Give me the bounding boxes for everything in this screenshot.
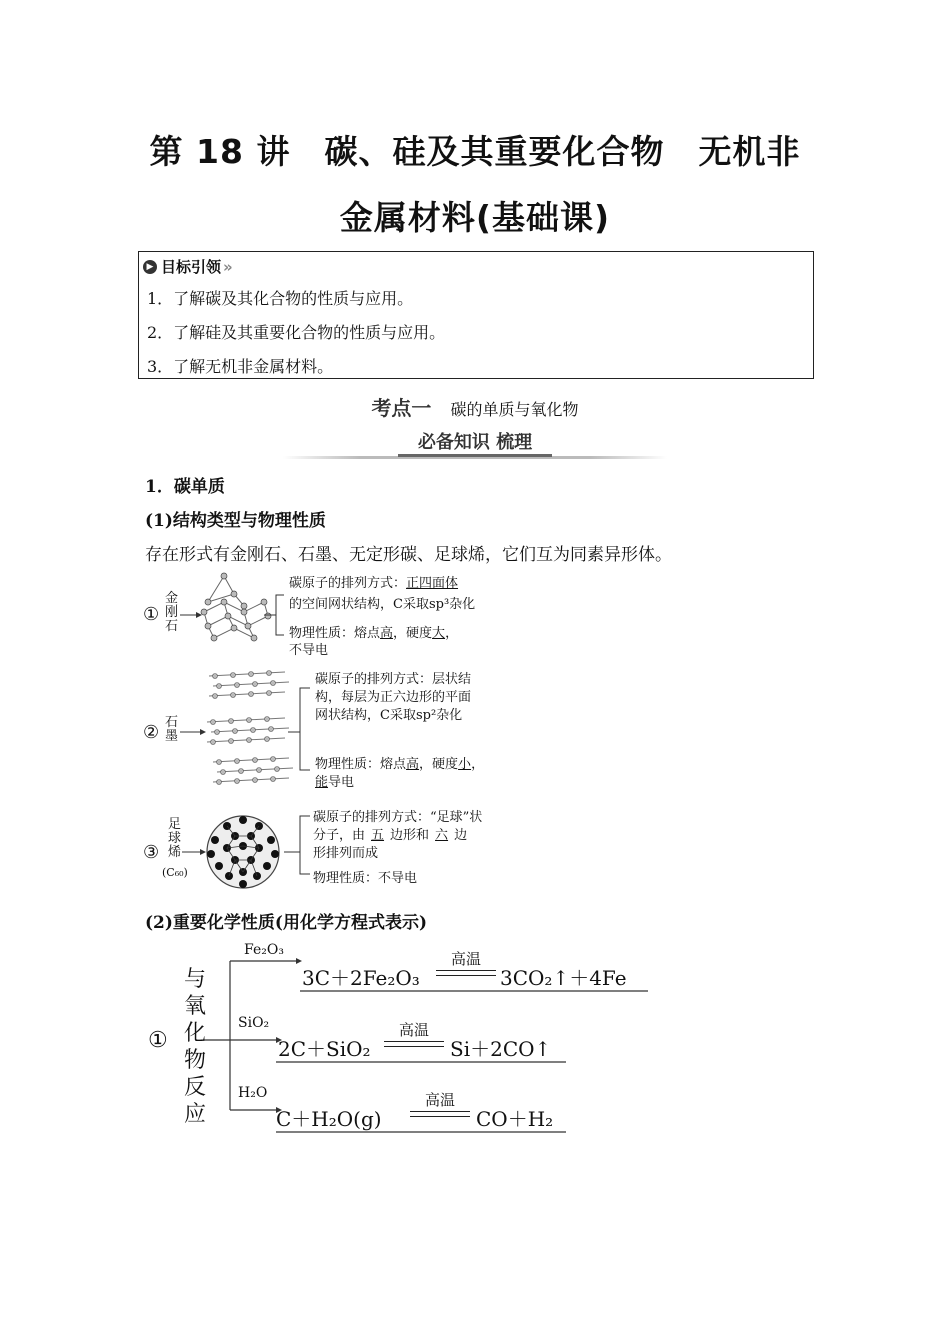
reaction-group-label: 与氧化物反应 xyxy=(184,967,207,1127)
goals-header: ▶ 目标引领 » xyxy=(143,256,233,277)
page-title-line2: 金属材料(基础课) xyxy=(339,198,611,237)
goal-item: 2．了解硅及其重要化合物的性质与应用。 xyxy=(147,323,446,342)
diamond-physical-2: 不导电 xyxy=(289,643,329,658)
goal-item: 3．了解无机非金属材料。 xyxy=(147,357,334,376)
section-subtitle: 碳的单质与氧化物 xyxy=(450,400,579,419)
fullerene-name: 足球烯 xyxy=(168,817,182,860)
reaction2-right: Si＋2CO↑ xyxy=(450,1037,552,1061)
graphite-arrangement-1: 碳原子的排列方式：层状结 xyxy=(315,672,472,687)
graphite-physical-2: 能导电 xyxy=(315,775,355,790)
heading-chemical-properties: (2)重要化学性质(用化学方程式表示) xyxy=(145,913,428,933)
diamond-arrows xyxy=(178,585,288,645)
intro-paragraph: 存在形式有金刚石、石墨、无定形碳、足球烯，它们互为同素异形体。 xyxy=(145,545,672,565)
graphite-arrows xyxy=(178,680,314,780)
reaction1-left: 3C＋2Fe₂O₃ xyxy=(302,966,420,990)
fullerene-arrangement-3: 形排列而成 xyxy=(313,846,379,861)
reaction3-left: C＋H₂O(g) xyxy=(276,1107,382,1131)
reaction3-right: CO＋H₂ xyxy=(476,1107,554,1131)
diamond-number: ① xyxy=(143,604,160,625)
diamond-arrangement-2: 的空间网状结构，C采取sp³杂化 xyxy=(289,597,476,612)
fullerene-formula: (C₆₀) xyxy=(162,866,188,879)
diamond-name: 金刚石 xyxy=(165,591,179,634)
goals-box xyxy=(138,251,814,379)
goal-item: 1．了解碳及其化合物的性质与应用。 xyxy=(147,289,414,308)
heading-carbon: 1．碳单质 xyxy=(145,477,225,497)
graphite-physical-1: 物理性质：熔点高，硬度小， xyxy=(315,757,485,772)
fullerene-physical: 物理性质：不导电 xyxy=(313,871,418,886)
reaction1-equals xyxy=(436,970,496,976)
section-heading xyxy=(0,392,950,421)
kaodian-label: 考点一 xyxy=(371,396,432,420)
reaction3-reagent: H₂O xyxy=(238,1085,268,1101)
reaction2-equals xyxy=(384,1041,444,1047)
page-title-line1: 第 18 讲 碳、硅及其重要化合物 无机非 xyxy=(149,132,801,171)
graphite-number: ② xyxy=(143,722,160,743)
diamond-arrangement-1: 碳原子的排列方式：正四面体 xyxy=(289,576,459,591)
graphite-arrangement-2: 构，每层为正六边形的平面 xyxy=(315,690,472,705)
reaction3-condition: 高温 xyxy=(424,1091,455,1109)
reaction2-reagent: SiO₂ xyxy=(238,1015,270,1031)
reaction-number: ① xyxy=(148,1028,168,1053)
fullerene-arrows xyxy=(180,810,314,884)
band-label: 必备知识 梳理 xyxy=(398,428,552,457)
play-icon: ▶ xyxy=(143,260,157,274)
reaction2-left: 2C＋SiO₂ xyxy=(278,1037,371,1061)
reaction3-equals xyxy=(410,1111,470,1117)
graphite-name: 石墨 xyxy=(165,715,179,744)
fullerene-number: ③ xyxy=(143,842,160,863)
reaction2-condition: 高温 xyxy=(398,1021,429,1039)
reaction1-condition: 高温 xyxy=(450,950,481,968)
graphite-arrangement-3: 网状结构，C采取sp²杂化 xyxy=(315,708,463,723)
heading-structure: (1)结构类型与物理性质 xyxy=(145,511,326,531)
fullerene-arrangement-1: 碳原子的排列方式：“足球”状 xyxy=(313,810,483,825)
fullerene-arrangement-2: 分子，由 五 边形和 六 边 xyxy=(313,828,468,843)
double-chevron-icon: » xyxy=(223,257,233,276)
reaction1-reagent: Fe₂O₃ xyxy=(244,942,284,958)
reaction1-right: 3CO₂↑＋4Fe xyxy=(500,966,627,990)
diamond-physical-1: 物理性质：熔点高，硬度大， xyxy=(289,626,459,641)
